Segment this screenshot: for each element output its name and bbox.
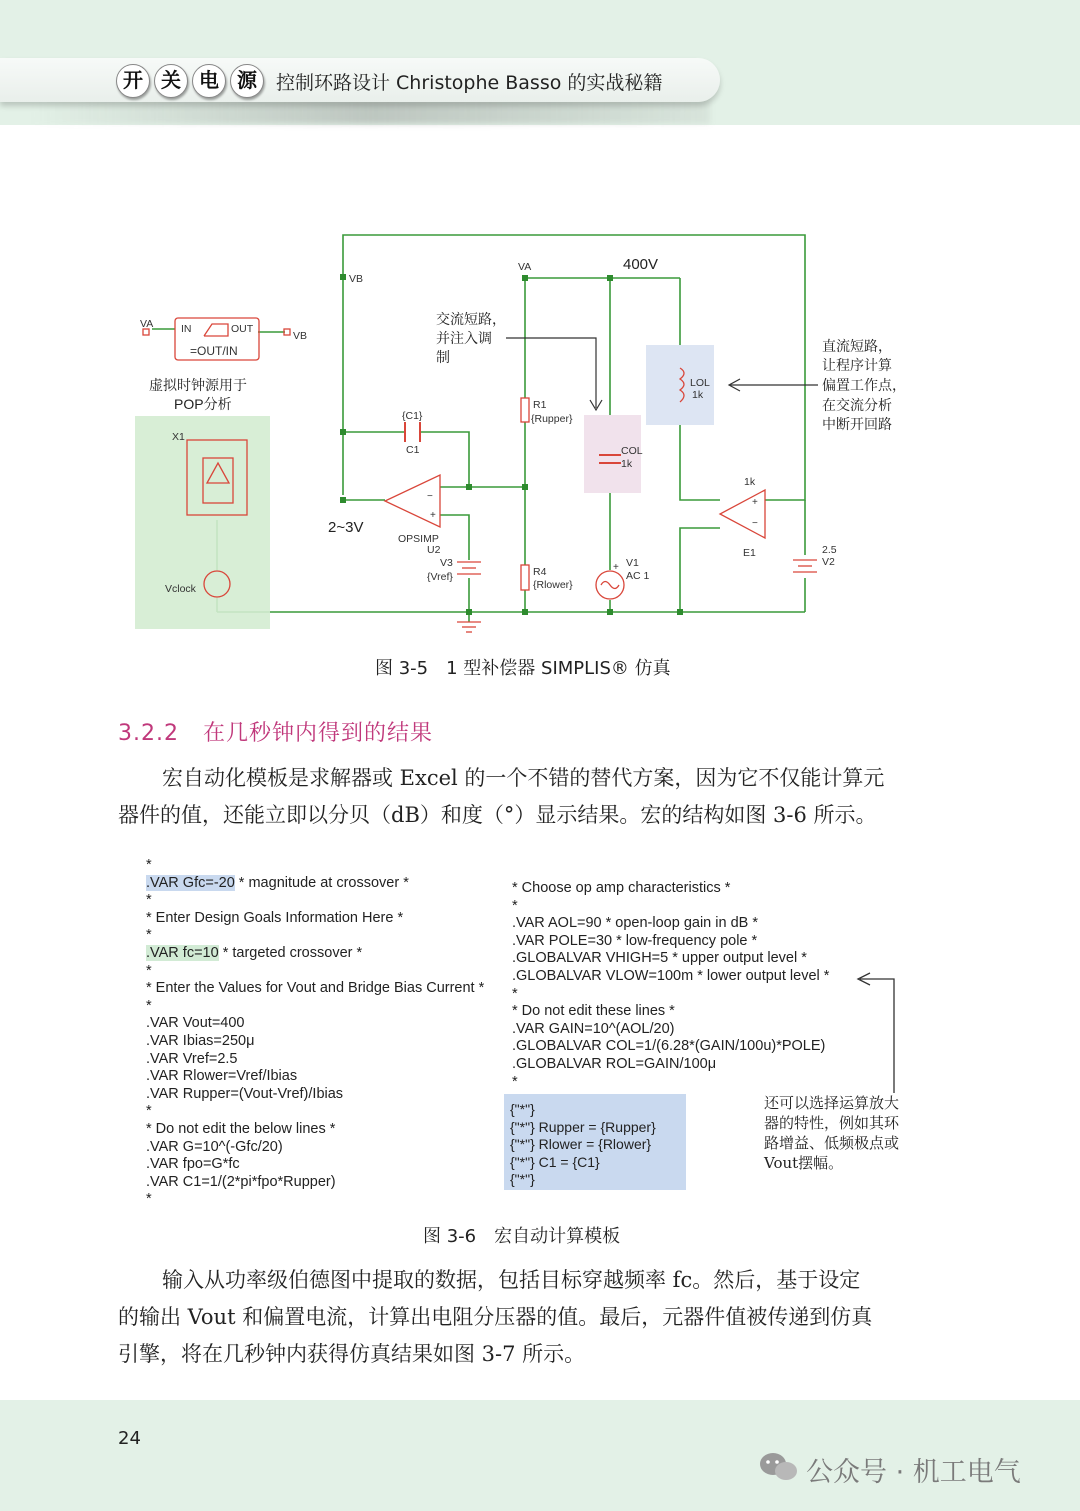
brand-char-1: 开 bbox=[116, 64, 150, 98]
code-star: * bbox=[146, 997, 152, 1014]
label-col-val: 1k bbox=[621, 458, 633, 470]
ac-note-line3: 制 bbox=[436, 349, 450, 365]
code-star: * bbox=[146, 1103, 152, 1120]
note-line-1: 还可以选择运算放大 bbox=[764, 1094, 900, 1112]
label-va-left: VA bbox=[140, 318, 154, 330]
code-line: .VAR GAIN=10^(AOL/20) bbox=[512, 1020, 675, 1037]
paragraph-2-line-1: 输入从功率级伯德图中提取的数据，包括目标穿越频率 fc。然后，基于设定 bbox=[162, 1268, 861, 1292]
code-star: * bbox=[146, 1191, 152, 1208]
paragraph-1 bbox=[118, 760, 948, 797]
label-vb-top: VB bbox=[349, 273, 364, 285]
brand-char-4: 源 bbox=[230, 64, 264, 98]
label-v3: V3 bbox=[440, 557, 453, 569]
label-v2-val: 2.5 bbox=[822, 544, 837, 556]
code-line: .VAR Vout=400 bbox=[146, 1015, 245, 1032]
label-col: COL bbox=[621, 445, 643, 457]
code-line: .VAR Ibias=250μ bbox=[146, 1032, 255, 1049]
label-out-in: =OUT/IN bbox=[190, 344, 238, 358]
code-dont-edit-right: * Do not edit these lines * bbox=[512, 1003, 675, 1020]
paragraph-2-line-3: 引擎，将在几秒钟内获得仿真结果如图 3-7 所示。 bbox=[118, 1342, 586, 1366]
dc-note-line2: 让程序计算 bbox=[822, 357, 892, 373]
label-ac1: AC 1 bbox=[626, 570, 650, 582]
label-2-3v: 2~3V bbox=[328, 519, 364, 536]
code-line: .VAR POLE=30 * low-frequency pole * bbox=[512, 932, 758, 949]
note-line-4: Vout摆幅。 bbox=[764, 1154, 844, 1172]
svg-text:−: − bbox=[427, 491, 433, 502]
label-opsimp: OPSIMP bbox=[398, 533, 439, 545]
label-rupper: {Rupper} bbox=[531, 413, 573, 425]
code-star: * bbox=[512, 1073, 518, 1090]
circuit-diagram bbox=[130, 225, 930, 645]
code-line: .GLOBALVAR COL=1/(6.28*(GAIN/100u)*POLE) bbox=[512, 1038, 826, 1055]
book-title: 控制环路设计 Christophe Basso 的实战秘籍 bbox=[276, 72, 663, 94]
label-vref: {Vref} bbox=[427, 571, 453, 583]
paragraph-2-line-2: 的输出 Vout 和偏置电流，计算出电阻分压器的值。最后，元器件值被传递到仿真 bbox=[118, 1305, 873, 1329]
paragraph-1b bbox=[118, 797, 948, 834]
label-va-top: VA bbox=[518, 261, 532, 273]
code-enter-values: * Enter the Values for Vout and Bridge Bias Current * bbox=[146, 980, 485, 997]
code-box-line: {"*"} C1 = {C1} bbox=[510, 1153, 600, 1170]
label-v1: V1 bbox=[626, 557, 639, 569]
label-in: IN bbox=[181, 323, 192, 335]
label-e1-gain: 1k bbox=[744, 476, 756, 488]
section-heading bbox=[118, 716, 433, 747]
code-gfc-comment: * magnitude at crossover * bbox=[234, 874, 409, 891]
svg-text:+: + bbox=[752, 497, 758, 508]
code-enter-goals: * Enter Design Goals Information Here * bbox=[146, 909, 404, 926]
label-c1: C1 bbox=[406, 444, 420, 456]
label-vb-left: VB bbox=[293, 330, 308, 342]
dc-note-line5: 中断开回路 bbox=[822, 416, 892, 432]
paragraph-1-line-2: 器件的值，还能立即以分贝（dB）和度（°）显示结果。宏的结构如图 3-6 所示。 bbox=[118, 803, 877, 827]
code-line: .VAR AOL=90 * open-loop gain in dB * bbox=[512, 915, 758, 932]
note-arrow bbox=[850, 965, 910, 1095]
code-box-lines bbox=[510, 1101, 656, 1189]
code-star: * bbox=[146, 892, 152, 909]
brand-char-3: 电 bbox=[192, 64, 226, 98]
code-line: .GLOBALVAR VLOW=100m * lower output level * bbox=[512, 967, 830, 984]
dc-note-line1: 直流短路， bbox=[822, 338, 892, 354]
label-r1: R1 bbox=[533, 399, 547, 411]
note-line-2: 器的特性，例如其环 bbox=[764, 1114, 900, 1132]
code-line: .VAR Rupper=(Vout-Vref)/Ibias bbox=[146, 1085, 344, 1102]
clock-note-line2: POP分析 bbox=[174, 396, 232, 412]
page-number: 24 bbox=[118, 1428, 141, 1449]
figure1-caption: 图 3-5 1 型补偿器 SIMPLIS® 仿真 bbox=[375, 658, 671, 679]
ac-note-line1: 交流短路， bbox=[436, 311, 506, 327]
code-left bbox=[146, 857, 484, 1209]
label-e1: E1 bbox=[743, 547, 756, 559]
code-fc-comment: * targeted crossover * bbox=[218, 944, 363, 961]
label-c1-param: {C1} bbox=[402, 410, 423, 422]
note-right bbox=[764, 1093, 899, 1173]
code-star: * bbox=[512, 897, 518, 914]
header-shadow bbox=[30, 100, 710, 124]
label-rlower: {Rlower} bbox=[533, 579, 573, 591]
ac-note-line2: 并注入调 bbox=[436, 330, 492, 346]
wechat-icon bbox=[758, 1450, 800, 1484]
dc-note-line4: 在交流分析 bbox=[822, 397, 892, 413]
label-lol: LOL bbox=[690, 377, 710, 389]
code-star: * bbox=[146, 857, 152, 873]
label-vclock: Vclock bbox=[165, 583, 196, 595]
code-line: .GLOBALVAR ROL=GAIN/100μ bbox=[512, 1055, 717, 1072]
section-title: 在几秒钟内得到的结果 bbox=[202, 721, 433, 746]
code-dont-edit: * Do not edit the below lines * bbox=[146, 1120, 336, 1137]
note-line-3: 路增益、低频极点或 bbox=[764, 1134, 900, 1152]
section-number: 3.2.2 bbox=[118, 721, 179, 746]
code-line: .VAR Vref=2.5 bbox=[146, 1050, 238, 1067]
svg-text:+: + bbox=[430, 510, 436, 521]
label-lol-val: 1k bbox=[692, 389, 704, 401]
label-r4: R4 bbox=[533, 566, 547, 578]
code-star: * bbox=[512, 985, 518, 1002]
code-gfc-var: .VAR Gfc=-20 bbox=[146, 874, 235, 891]
code-line: .VAR Rlower=Vref/Ibias bbox=[146, 1068, 298, 1085]
paragraph-1-line-1: 宏自动化模板是求解器或 Excel 的一个不错的替代方案，因为它不仅能计算元 bbox=[162, 766, 885, 790]
code-box-line: {"*"} Rlower = {Rlower} bbox=[510, 1136, 652, 1153]
svg-text:−: − bbox=[752, 518, 758, 529]
code-fc-var: .VAR fc=10 bbox=[146, 944, 219, 961]
code-right bbox=[512, 880, 829, 1091]
code-choose: * Choose op amp characteristics * bbox=[512, 880, 731, 896]
code-line: .VAR G=10^(-Gfc/20) bbox=[146, 1138, 283, 1155]
dc-note-line3: 偏置工作点， bbox=[822, 377, 906, 393]
label-x1: X1 bbox=[172, 431, 185, 443]
label-out: OUT bbox=[231, 323, 254, 335]
watermark: 公众号 · 机工电气 bbox=[806, 1457, 1021, 1488]
code-star: * bbox=[146, 962, 152, 979]
label-400v: 400V bbox=[623, 256, 659, 273]
code-box-line: {"*"} Rupper = {Rupper} bbox=[510, 1118, 656, 1135]
brand-char-2: 关 bbox=[154, 64, 188, 98]
code-line: .VAR fpo=G*fc bbox=[146, 1156, 240, 1173]
code-line: .GLOBALVAR VHIGH=5 * upper output level * bbox=[512, 950, 807, 967]
figure2-caption: 图 3-6 宏自动计算模板 bbox=[423, 1226, 621, 1247]
clock-note-line1: 虚拟时钟源用于 bbox=[149, 377, 247, 393]
code-box-line: {"*"} bbox=[510, 1171, 535, 1188]
svg-text:+: + bbox=[613, 562, 619, 573]
label-v2: V2 bbox=[822, 556, 835, 568]
label-u2: U2 bbox=[427, 544, 441, 556]
code-star: * bbox=[146, 927, 152, 944]
code-line: .VAR C1=1/(2*pi*fpo*Rupper) bbox=[146, 1173, 336, 1190]
code-box-line: {"*"} bbox=[510, 1101, 535, 1117]
